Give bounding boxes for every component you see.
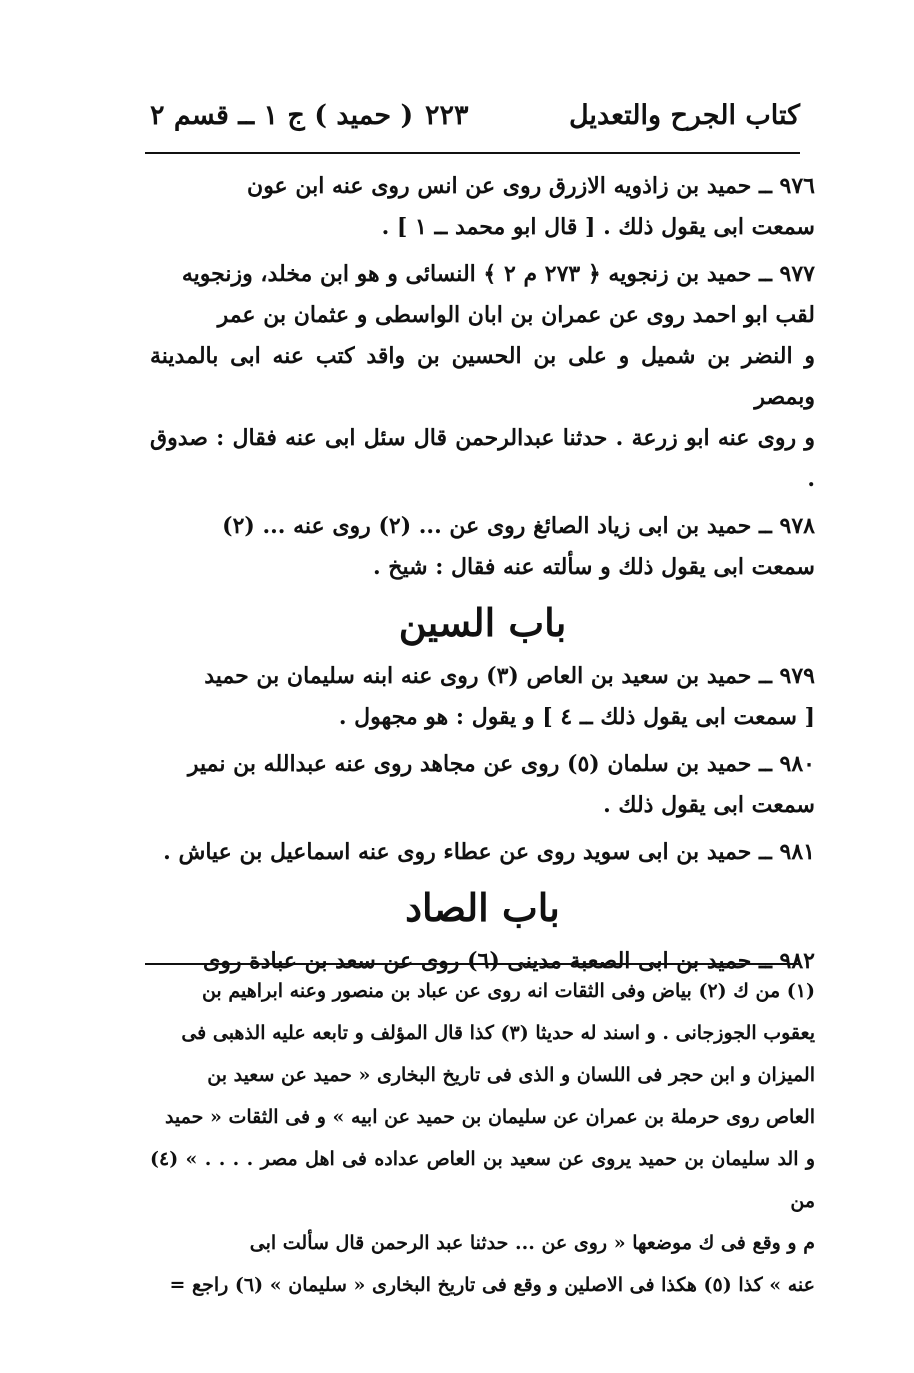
footnote-line: يعقوب الجوزجانى . و اسند له حديثا (٣) كذا قال المؤلف و تابعه عليه الذهبى فى <box>181 1022 815 1044</box>
entry-line: ٩٧٧ ــ حميد بن زنجويه ﴿ ٢٧٣ م ٢ ﴾ النسائى و هو ابن مخلد، وزنجويه <box>181 261 815 287</box>
entry-line: ٩٧٨ ــ حميد بن ابى زياد الصائغ روى عن ... (٢) روى عنه ... (٢) <box>222 513 815 539</box>
section-heading-sin: باب السين <box>398 600 567 645</box>
entry-line: سمعت ابى يقول ذلك و سألته عنه فقال : شيخ . <box>372 554 815 580</box>
entry-981 <box>150 832 815 873</box>
footnote-line: م و وقع فى ك موضعها « روى عن ... حدثنا عبد الرحمن قال سألت ابى <box>249 1232 815 1254</box>
header-rule <box>145 152 800 154</box>
main-text <box>150 166 815 988</box>
section-heading-sad: باب الصاد <box>405 885 560 930</box>
entry-976 <box>150 166 815 248</box>
entry-line: ٩٧٦ ــ حميد بن زاذويه الازرق روى عن انس روى عنه ابن عون <box>247 173 815 199</box>
entry-line: لقب ابو احمد روى عن عمران بن ابان الواسطى و عثمان بن عمر <box>217 302 815 328</box>
entry-line: و روى عنه ابو زرعة . حدثنا عبدالرحمن قال سئل ابى عنه فقال : صدوق . <box>150 425 815 492</box>
footnote-line: عنه » كذا (٥) هكذا فى الاصلين و وقع فى تاريخ البخارى « سليمان » (٦) راجع = <box>169 1274 815 1296</box>
entry-line: [ سمعت ابى يقول ذلك ــ ٤ ] و يقول : هو مجهول . <box>338 704 815 730</box>
page-number: ٢٢٣ <box>425 100 469 131</box>
section-reference: ( حميد ) ج ١ ــ قسم ٢ <box>150 100 414 131</box>
entry-979 <box>150 656 815 738</box>
entry-line: و النضر بن شميل و على بن الحسين بن واقد كتب عنه ابى بالمدينة وبمصر <box>150 343 815 410</box>
entry-978 <box>150 506 815 588</box>
footnote-line: العاص روى حرملة بن عمران عن سليمان بن حميد عن ابيه » و فى الثقات « حميد <box>164 1106 815 1128</box>
footnotes <box>150 970 815 1306</box>
entry-line: سمعت ابى يقول ذلك . [ قال ابو محمد ــ ١ ] . <box>381 214 815 240</box>
page-header <box>150 100 800 146</box>
footnote-line: (١) من ك (٢) بياض وفى الثقات انه روى عن عباد بن منصور وعنه ابراهيم بن <box>201 980 815 1002</box>
entry-line: سمعت ابى يقول ذلك . <box>603 792 815 818</box>
footnote-line: الميزان و ابن حجر فى اللسان و الذى فى تاريخ البخارى « حميد عن سعيد بن <box>207 1064 815 1086</box>
book-title: كتاب الجرح والتعديل <box>568 100 800 131</box>
entry-line: ٩٨٢ ــ حميد بن ابى الصعبة مدينى (٦) روى عن سعد بن عبادة روى <box>203 948 815 974</box>
entry-line: ٩٨٠ ــ حميد بن سلمان (٥) روى عن مجاهد روى عنه عبدالله بن نمير <box>187 751 815 777</box>
entry-line: ٩٧٩ ــ حميد بن سعيد بن العاص (٣) روى عنه ابنه سليمان بن حميد <box>204 663 815 689</box>
entry-977 <box>150 254 815 500</box>
footnote-rule <box>145 963 800 965</box>
footnote-line: و الد سليمان بن حميد يروى عن سعيد بن العاص عداده فى اهل مصر . . . . » (٤) من <box>150 1148 815 1212</box>
entry-980 <box>150 744 815 826</box>
entry-line: ٩٨١ ــ حميد بن ابى سويد روى عن عطاء روى عنه اسماعيل بن عياش . <box>163 839 815 865</box>
